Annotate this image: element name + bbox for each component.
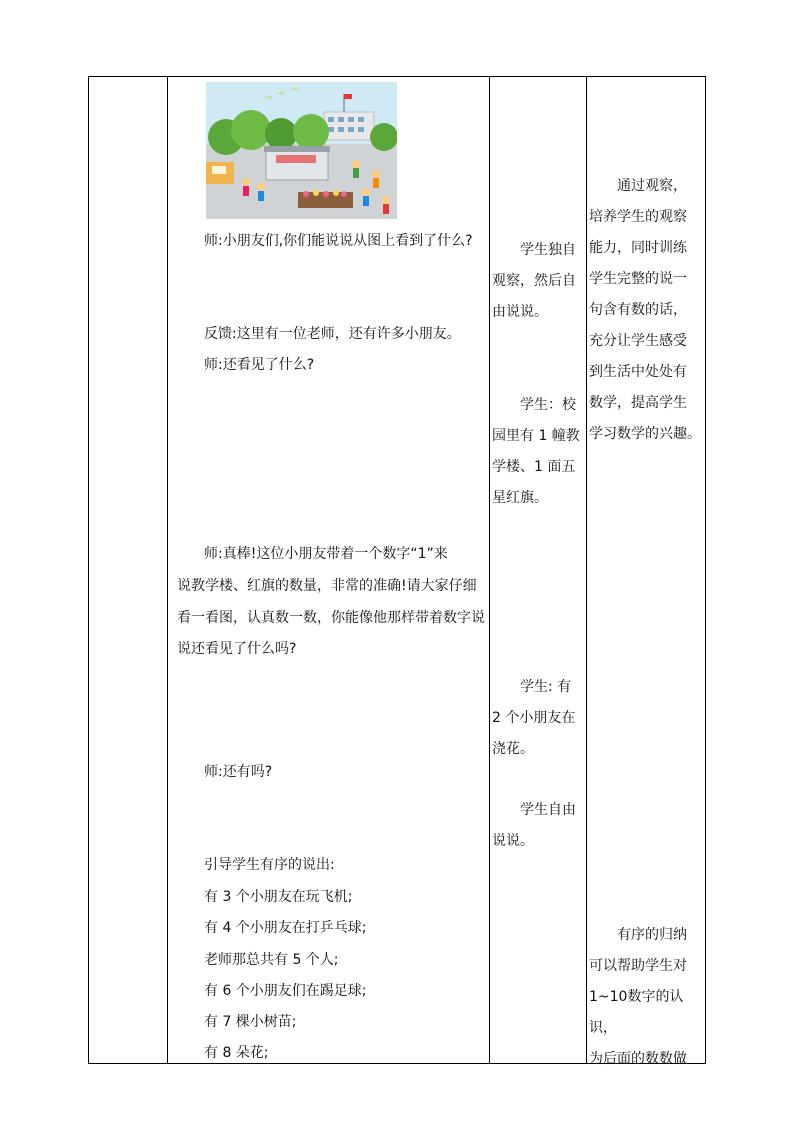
- campus-scene-image: [206, 82, 397, 219]
- student-answer-2: 学生：校 园里有 1 幢教 学楼、1 面五 星红旗。: [492, 397, 580, 506]
- list-item: 有 8 朵花;: [204, 1045, 269, 1061]
- teacher-praise-line-2: 说教学楼、红旗的数量，非常的准确!请大家仔细: [177, 578, 477, 594]
- campus-illustration: [206, 82, 397, 219]
- column-divider: [167, 77, 168, 1063]
- teacher-praise-line-3: 看一看图，认真数一数，你能像他那样带着数字说: [177, 610, 485, 626]
- feedback-line: 反馈:这里有一位老师，还有许多小朋友。: [204, 326, 461, 342]
- teacher-praise-line-4: 说还看见了什么吗?: [177, 641, 297, 657]
- design-note-2: 有序的归纳 可以帮助学生对 1~10数字的认识， 为后面的数数做: [589, 927, 687, 1067]
- teacher-praise-line-1: 师:真棒!这位小朋友带着一个数字“1”来: [204, 546, 448, 562]
- list-item: 有 4 个小朋友在打乒乓球;: [204, 920, 367, 936]
- list-item: 有 6 个小朋友们在踢足球;: [204, 983, 367, 999]
- teacher-question-2: 师:还看见了什么?: [204, 357, 315, 373]
- column-divider: [586, 77, 587, 1063]
- list-item: 有 3 个小朋友在玩飞机;: [204, 889, 353, 905]
- teacher-question-3: 师:还有吗?: [204, 764, 273, 780]
- list-item: 老师那总共有 5 个人;: [204, 952, 339, 968]
- student-answer-3: 学生: 有 2 个小朋友在 浇花。: [492, 679, 576, 757]
- student-answer-4: 学生自由 说说。: [492, 802, 576, 849]
- student-answer-1: 学生独自 观察，然后自 由说说。: [492, 242, 576, 320]
- lesson-table: [88, 76, 706, 1067]
- list-item: 有 7 棵小树苗;: [204, 1014, 297, 1030]
- guide-line: 引导学生有序的说出:: [204, 857, 335, 873]
- teacher-question-1: 师:小朋友们,你们能说说从图上看到了什么?: [204, 233, 473, 249]
- design-note-1: 通过观察， 培养学生的观察 能力，同时训练 学生完整的说一 句含有数的话， 充分让学生感受 到生活中处处有 数学，提高学生 学习数学的兴趣。: [589, 178, 701, 442]
- column-divider: [489, 77, 490, 1063]
